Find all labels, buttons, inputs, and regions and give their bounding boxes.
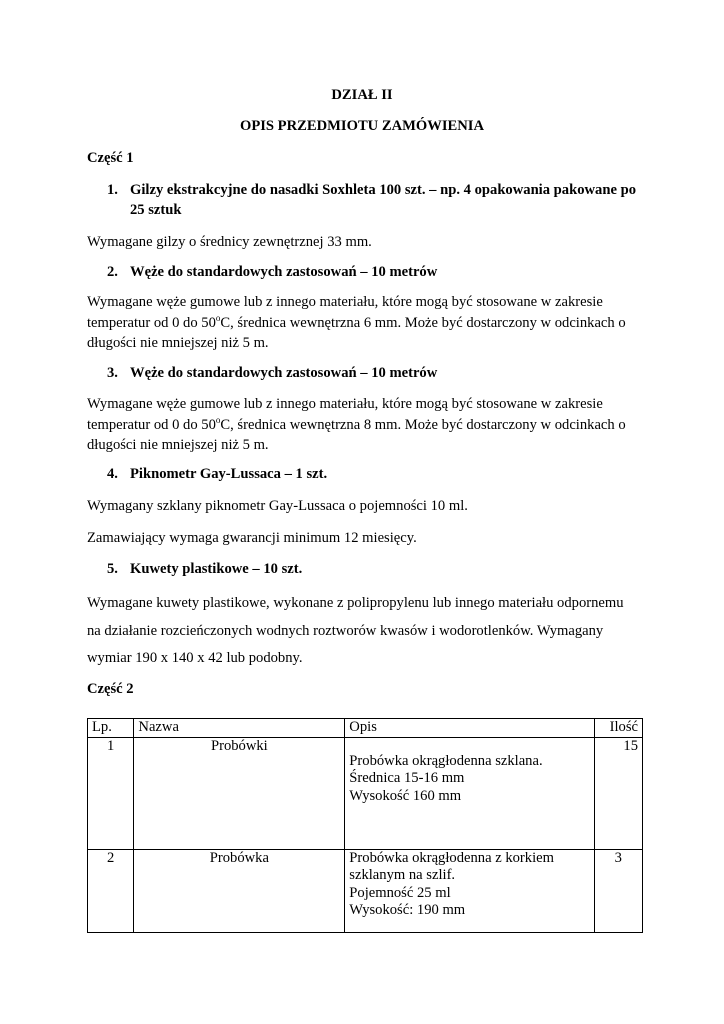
- item-5-desc-line2: na działanie rozcieńczonych wodnych roztworów kwasów i wodorotlenków. Wymagany: [87, 622, 604, 639]
- section-title: DZIAŁ II: [331, 87, 393, 103]
- item-3-desc-line1: Wymagane węże gumowe lub z innego materiału, które mogą być stosowane w zakresie: [87, 396, 603, 412]
- row-1-desc-line: Wysokość 160 mm: [349, 787, 462, 804]
- row-2-desc-line: Probówka okrągłodenna z korkiem: [349, 849, 554, 866]
- row-1-desc: [345, 737, 594, 849]
- item-4-number: 4.: [107, 466, 118, 482]
- row-1-name: Probówki: [134, 737, 345, 849]
- row-1-desc-line: Probówka okrągłodenna szklana.: [349, 752, 543, 769]
- item-3-desc-line3: długości nie mniejszej niż 5 m.: [87, 437, 269, 453]
- table-header-row: [88, 719, 643, 738]
- item-2-title: Węże do standardowych zastosowań – 10 metrów: [130, 264, 438, 280]
- header-lp: Lp.: [88, 719, 134, 738]
- item-1-title-line1: Gilzy ekstrakcyjne do nasadki Soxhleta 100 szt. – np. 4 opakowania pakowane po: [130, 182, 636, 198]
- row-2-lp: 2: [88, 849, 134, 932]
- row-2-qty: 3: [594, 849, 642, 932]
- header-desc: Opis: [345, 719, 594, 738]
- table-row: [88, 737, 643, 849]
- item-1-number: 1.: [107, 182, 118, 198]
- item-3-title: Węże do standardowych zastosowań – 10 metrów: [130, 365, 438, 381]
- header-qty: Ilość: [594, 719, 642, 738]
- item-3-number: 3.: [107, 365, 118, 381]
- item-5-desc: [87, 590, 647, 673]
- item-1-desc: Wymagane gilzy o średnicy zewnętrznej 33 mm.: [87, 234, 372, 250]
- section-subtitle: OPIS PRZEDMIOTU ZAMÓWIENIA: [239, 118, 485, 134]
- row-1-desc-line: Średnica 15-16 mm: [349, 770, 465, 786]
- item-2-desc-line3: długości nie mniejszej niż 5 m.: [87, 335, 269, 351]
- row-2-name: Probówka: [134, 849, 345, 932]
- item-3-desc-line2-post: C, średnica wewnętrzna 8 mm. Może być dostarczony w odcinkach o: [220, 416, 626, 433]
- item-4-warranty: Zamawiający wymaga gwarancji minimum 12 miesięcy.: [87, 530, 417, 546]
- item-2-number: 2.: [107, 264, 118, 280]
- row-1-qty: 15: [594, 737, 642, 849]
- item-2-desc-line2: [87, 313, 647, 334]
- item-3-desc-line2-pre: temperatur od 0 do 50: [87, 416, 216, 433]
- item-3-desc: [87, 394, 647, 456]
- item-1-title: [130, 181, 650, 220]
- item-3-desc-line2: [87, 415, 647, 436]
- part2-label: Część 2: [87, 681, 134, 697]
- row-1-lp: 1: [88, 737, 134, 849]
- item-3-degree-mark: o: [215, 414, 221, 425]
- row-2-desc-line: szklanym na szlif.: [349, 867, 456, 883]
- item-5-title: Kuwety plastikowe – 10 szt.: [130, 561, 303, 577]
- item-2-desc-line2-post: C, średnica wewnętrzna 6 mm. Może być dostarczony w odcinkach o: [220, 314, 626, 331]
- part1-label: Część 1: [87, 150, 134, 166]
- header-name: Nazwa: [134, 719, 345, 738]
- row-2-desc-line: Wysokość: 190 mm: [349, 902, 466, 918]
- item-5-desc-line1: Wymagane kuwety plastikowe, wykonane z polipropylenu lub innego materiału odpornemu: [87, 595, 624, 611]
- parts-table: [87, 718, 643, 933]
- item-2-desc: [87, 292, 647, 354]
- item-4-title: Piknometr Gay-Lussaca – 1 szt.: [130, 466, 328, 482]
- item-5-number: 5.: [107, 561, 118, 577]
- item-4-desc: Wymagany szklany piknometr Gay-Lussaca o pojemności 10 ml.: [87, 498, 468, 514]
- item-1-title-line2: 25 sztuk: [130, 201, 182, 218]
- row-2-desc-line: Pojemność 25 ml: [349, 884, 451, 901]
- item-5-desc-line3: wymiar 190 x 140 x 42 lub podobny.: [87, 650, 303, 666]
- item-2-degree-mark: o: [215, 312, 221, 323]
- row-2-desc: [345, 849, 594, 932]
- item-2-desc-line1: Wymagane węże gumowe lub z innego materiału, które mogą być stosowane w zakresie: [87, 294, 603, 310]
- item-2-desc-line2-pre: temperatur od 0 do 50: [87, 314, 216, 331]
- table-row: [88, 849, 643, 932]
